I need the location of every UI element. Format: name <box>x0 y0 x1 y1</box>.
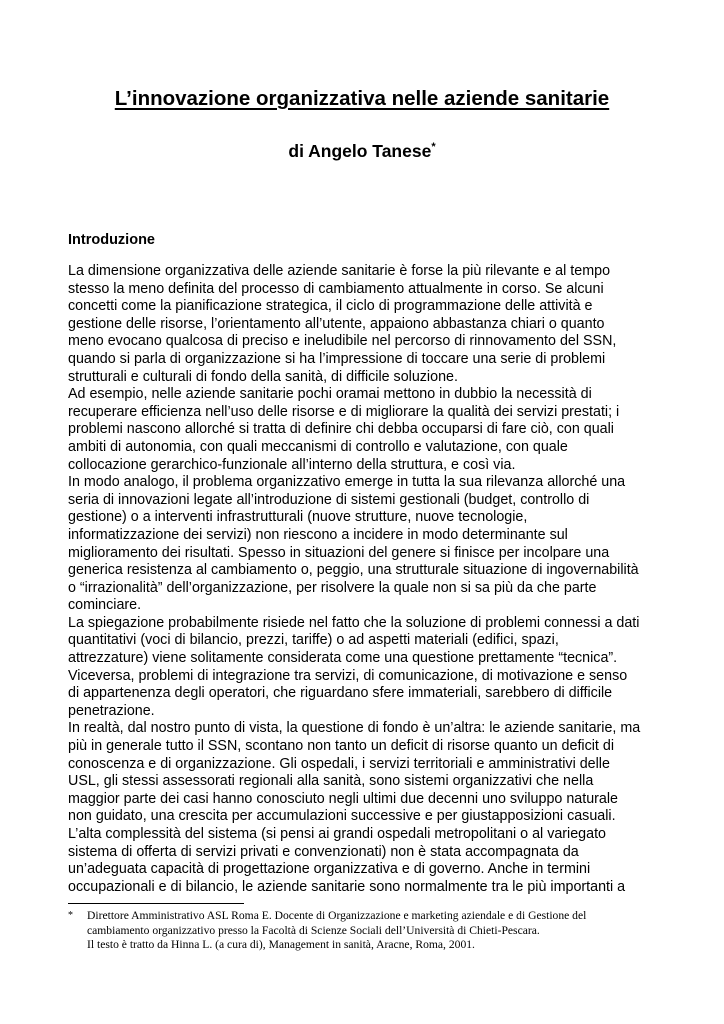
body-line: ambiti di autonomia, con quali meccanismi di controllo e valutazione, con quale <box>68 438 568 455</box>
body-line: un’adeguata capacità di progettazione organizzativa e di governo. Anche in termini <box>68 861 591 878</box>
body-line: strutturali e culturali di fondo della sanità, di difficile soluzione. <box>68 368 458 385</box>
footnote-text <box>87 909 667 953</box>
body-line: conoscenza e di organizzazione. Gli ospedali, i servizi territoriali e amministrativi delle <box>68 755 610 772</box>
body-line: più in generale tutto il SSN, scontano non tanto un deficit di risorse quanto un deficit di <box>68 738 615 755</box>
footnote-line: Direttore Amministrativo ASL Roma E. Docente di Organizzazione e marketing aziendale e di Gestione del <box>87 909 587 922</box>
body-line: stesso la meno definita del processo di cambiamento attualmente in corso. Se alcuni <box>68 280 604 297</box>
body-line: di appartenenza degli operatori, che riguardano sfere immateriali, sarebbero di difficile <box>68 685 613 702</box>
author-name: di Angelo Tanese <box>288 141 432 161</box>
body-line: quantitativi (voci di bilancio, prezzi, tariffe) o ad aspetti materiali (edifici, spazi, <box>68 632 559 649</box>
footnote-mark: * <box>68 910 73 921</box>
body-line: Viceversa, problemi di integrazione tra servizi, di comunicazione, di motivazione e senso <box>68 667 628 684</box>
body-line: La dimensione organizzativa delle aziende sanitarie è forse la più rilevante e al tempo <box>68 263 611 279</box>
body-line: In modo analogo, il problema organizzativo emerge in tutta la sua rilevanza allorché una <box>68 474 626 491</box>
footnote-reference-mark: * <box>431 141 436 153</box>
body-line: o “irrazionalità” dell’organizzazione, per risolvere la quale non si sa più da che parte <box>68 579 597 596</box>
body-line: problemi nascono allorché si tratta di definire chi debba occuparsi di fare ciò, con quali <box>68 421 614 438</box>
body-line: recuperare efficienza nell’uso delle risorse e di migliorare la qualità dei servizi prestati; i <box>68 403 620 420</box>
page-title: L’innovazione organizzativa nelle aziende sanitarie <box>114 87 610 110</box>
body-line: seria di innovazioni legate all’introduzione di sistemi gestionali (budget, controllo di <box>68 491 590 508</box>
footnote-line: cambiamento organizzativo presso la Facoltà di Scienze Sociali dell’Università di Chieti-Pescara. <box>87 923 540 937</box>
body-line: meno evocano qualcosa di preciso e ineludibile nel percorso di rinnovamento del SSN, <box>68 333 617 350</box>
body-line: informatizzazione dei servizi) non riescono a incidere in modo determinante sul <box>68 526 568 543</box>
body-line: Ad esempio, nelle aziende sanitarie pochi oramai mettono in dubbio la necessità di <box>68 386 592 403</box>
body-line: penetrazione. <box>68 702 155 719</box>
body-line: In realtà, dal nostro punto di vista, la questione di fondo è un’altra: le aziende sanitarie, ma <box>68 720 641 737</box>
body-line: La spiegazione probabilmente risiede nel fatto che la soluzione di problemi connessi a dati <box>68 614 640 631</box>
footnote-line: Il testo è tratto da Hinna L. (a cura di), Management in sanità, Aracne, Roma, 2001. <box>87 938 475 952</box>
body-line: occupazionali e di bilancio, le aziende sanitarie sono normalmente tra le più importanti a <box>68 878 626 895</box>
body-line: miglioramento dei risultati. Spesso in situazioni del genere si finisce per incolpare una <box>68 544 610 561</box>
body-line: quando si parla di organizzazione si ha l’impressione di toccare una serie di problemi <box>68 350 606 367</box>
body-line: generica resistenza al cambiamento o, peggio, una strutturale situazione di ingovernabilità <box>68 562 639 579</box>
author-byline <box>0 139 724 163</box>
section-heading: Introduzione <box>68 232 155 248</box>
footnote-divider <box>68 903 244 904</box>
body-line: gestione) o a interventi infrastrutturali (nuove strutture, nuove tecnologie, <box>68 509 528 526</box>
body-line: gestione delle risorse, l’orientamento all’utente, appaiono abbastanza chiari o quanto <box>68 315 605 332</box>
body-text <box>68 263 658 896</box>
body-line: concetti come la pianificazione strategica, il ciclo di programmazione delle attività e <box>68 298 593 315</box>
body-line: L’alta complessità del sistema (si pensi ai grandi ospedali metropolitani o al variegato <box>68 826 607 842</box>
body-line: cominciare. <box>68 597 142 614</box>
body-line: maggior parte dei casi hanno conosciuto negli ultimi due decenni uno sviluppo naturale <box>68 790 618 807</box>
body-line: attrezzature) viene solitamente considerata come una questione prettamente “tecnica”. <box>68 650 618 667</box>
body-line: non guidato, una crescita per accumulazioni successive e per giustapposizioni casuali. <box>68 808 616 825</box>
body-line: collocazione gerarchico-funzionale all’interno della struttura, e così via. <box>68 456 516 473</box>
body-line: sistema di offerta di servizi privati e convenzionati) non è stata accompagnata da <box>68 843 579 860</box>
body-line: USL, gli stessi assessorati regionali alla sanità, sono sistemi organizzativi che nella <box>68 773 594 790</box>
